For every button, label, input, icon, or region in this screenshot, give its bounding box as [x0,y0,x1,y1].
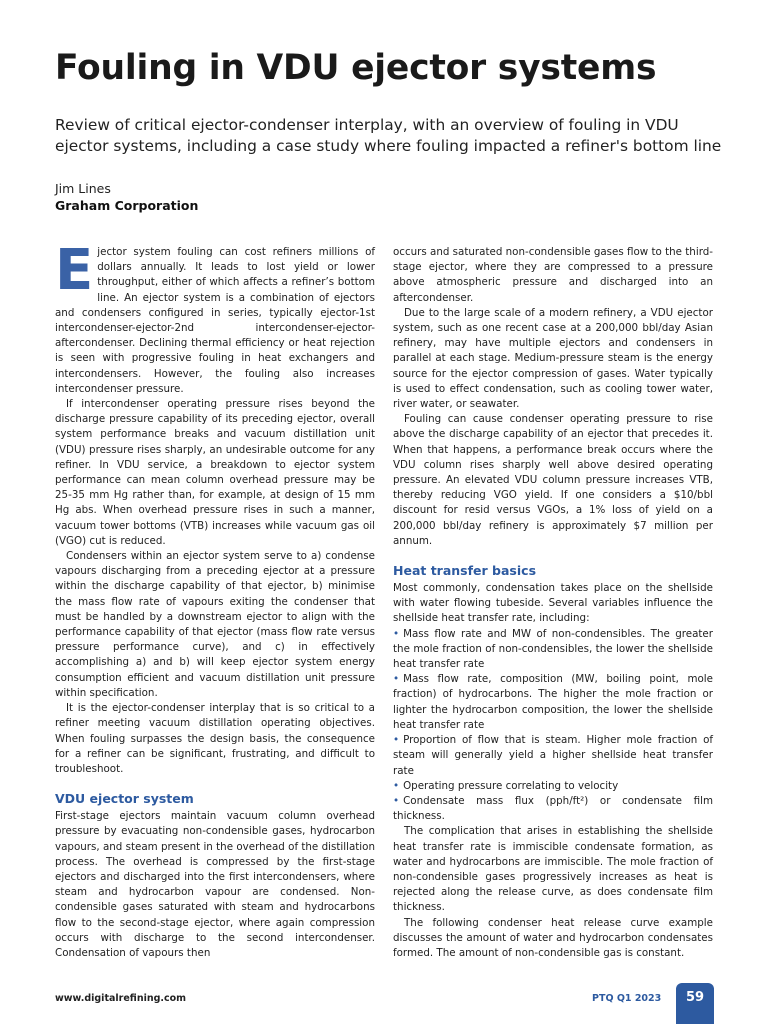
bullet-dot-icon: • [393,779,400,792]
section-heading-vdu-ejector-system: VDU ejector system [55,791,194,807]
drop-cap: E [55,238,94,303]
page-number-tab [676,983,714,1024]
author-name: Jim Lines [55,181,111,196]
byline [55,180,198,214]
bullet-dot-icon: • [393,794,400,807]
bullet-dot-icon: • [393,627,400,640]
body-paragraph: Due to the large scale of a modern refinery, a VDU ejector system, such as one recent case at a 200,000 bbl/day Asian refinery, may have multiple ejectors and condensers in parallel at each stage. Medium-pressure steam is the energy source for the ejector compression of gases. Water typically is used to effect condensation, such as cooling tower water, river water, or seawater. [393,306,713,411]
footer-website-link[interactable]: www.digitalrefining.com [55,993,187,1004]
intro-paragraph [55,238,375,397]
list-item [393,794,713,824]
body-paragraph: The complication that arises in establishing the shellside heat transfer rate is immiscible condensate formation, as water and hydrocarbons are immiscible. The mole fraction of non-condensible gases progressively increases as heat is rejected along the release curve, as does condensate film thickness. [393,825,713,914]
body-paragraph: Condensers within an ejector system serve to a) condense vapours discharging from a preceding ejector at a pressure within the discharge capability of that ejector, b) minimise the mass flow rate of vapours exiting the condenser that must be handled by a downstream ejector to align with the performance capability of that ejector (mass flow rate versus pressure performance curve), and c) in effectively accomplishing a) and b) will keep ejector system energy consumption efficient and vacuum distillation unit pressure within specification. [55,550,375,699]
list-item [393,672,713,733]
author-organization: Graham Corporation [55,198,199,213]
list-item-text: Operating pressure correlating to velocity [403,779,619,792]
list-item [393,779,713,794]
left-column [55,238,375,961]
article-subtitle: Review of critical ejector-condenser interplay, with an overview of fouling in VDU ejector systems, including a case study where fouling impacted a refiner's bottom line [55,116,722,155]
body-paragraph: If intercondenser operating pressure rises beyond the discharge pressure capability of its preceding ejector, overall system performance breaks and vacuum distillation unit (VDU) pressure rises sharply, an undesirable outcome for any refiner. In VDU service, a breakdown to ejector system performance can mean column overhead pressure may be 25-35 mm Hg rather than, for example, at design of 15 mm Hg abs. When overhead pressure rises in such a manner, vacuum tower bottoms (VTB) increases while vacuum gas oil (VGO) cut is reduced. [55,398,375,547]
right-column [393,245,713,961]
bullet-dot-icon: • [393,673,400,686]
bullet-list [393,627,713,825]
list-item [393,733,713,779]
body-paragraph: Fouling can cause condenser operating pressure to rise above the discharge capability of an ejector that precedes it. When that happens, a performance break occurs where the VDU column rises sharply well above desired operating pressure. An elevated VDU column pressure increases VTB, thereby reducing VGO yield. If one considers a $10/bbl discount for resid versus VGOs, a 1% loss of yield on a 200,000 bbl/day refinery is approximately $7 million per annum. [393,413,713,547]
body-paragraph: Most commonly, condensation takes place on the shellside with water flowing tubeside. Several variables influence the shellside heat transfer rate, including: [393,582,713,625]
list-item [393,627,713,673]
bullet-dot-icon: • [393,734,400,747]
footer-issue-label: PTQ Q1 2023 [592,993,662,1004]
intro-paragraph-text: jector system fouling can cost refiners millions of dollars annually. It leads to lost yield or lower throughput, either of which affects a refiner’s bottom line. An ejector system is a combination of ejectors and condensers configured in series, typically ejector-1st intercondenser-ejector-2nd intercondenser-ejector-aftercondenser. Declining thermal efficiency or heat rejection is seen with progressive fouling in heat exchangers and intercondensers. However, the fouling also increases intercondenser pressure. [55,246,375,395]
body-paragraph: It is the ejector-condenser interplay that is so critical to a refiner meeting vacuum distillation operating objectives. When fouling surpasses the design basis, the consequence for a refiner can be significant, frustrating, and difficult to troubleshoot. [55,702,375,775]
list-item-text: Proportion of flow that is steam. Higher mole fraction of steam will generally yield a higher shellside heat transfer rate [393,734,713,777]
list-item-text: Mass flow rate and MW of non-condensibles. The greater the mole fraction of non-condensibles, the lower the shellside heat transfer rate [393,627,713,671]
list-item-text: Mass flow rate, composition (MW, boiling point, mole fraction) of hydrocarbons. The higher the mole fraction or lighter the hydrocarbon composition, the lower the shellside heat transfer rate [393,673,713,731]
body-paragraph: occurs and saturated non-condensible gases flow to the third-stage ejector, where they are compressed to a pressure above atmospheric pressure and discharged into an aftercondenser. [393,246,713,304]
list-item-text: Condensate mass flux (pph/ft²) or condensate film thickness. [393,794,713,823]
article-title: Fouling in VDU ejector systems [55,48,657,88]
body-paragraph: The following condenser heat release curve example discusses the amount of water and hydrocarbon condensates formed. The amount of non-condensible gas is constant. [393,916,713,959]
body-paragraph: First-stage ejectors maintain vacuum column overhead pressure by evacuating non-condensible gases, hydrocarbon vapours, and steam present in the overhead of the distillation process. The overhead is compressed by the first-stage ejectors and discharged into the first intercondensers, where steam and hydrocarbon vapour are condensed. Non-condensible gases saturated with steam and hydrocarbons flow to the second-stage ejector, where again compression occurs with discharge to the second intercondenser. Condensation of vapours then [55,810,375,959]
section-heading-heat-transfer-basics: Heat transfer basics [393,563,537,579]
page-number: 59 [685,990,705,1005]
